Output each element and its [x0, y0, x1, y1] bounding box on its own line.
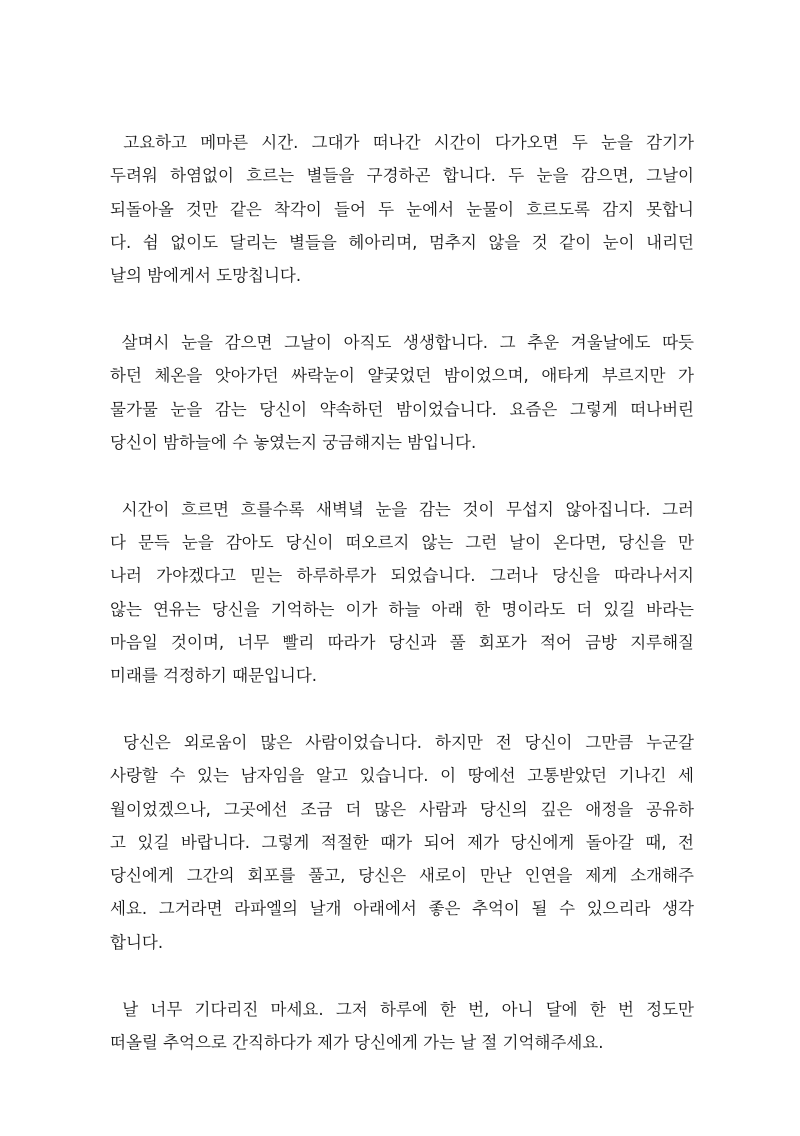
text-line: 마음일 것이며, 너무 빨리 따라가 당신과 풀 회포가 적어 금방 지루해질	[110, 632, 694, 652]
document-body	[110, 126, 694, 1093]
text-line: 되돌아올 것만 같은 착각이 들어 두 눈에서 눈물이 흐르도록 감지 못합니	[110, 199, 694, 219]
text-line: 날 너무 기다리진 마세요. 그저 하루에 한 번, 아니 달에 한 번 정도만	[110, 999, 694, 1019]
paragraph-2	[110, 326, 694, 459]
text-line: 떠올릴 추억으로 간직하다가 제가 당신에게 가는 날 절 기억해주세요.	[110, 1032, 604, 1052]
text-line: 미래를 걱정하기 때문입니다.	[110, 666, 318, 686]
text-line: 당신이 밤하늘에 수 놓였는지 궁금해지는 밤입니다.	[110, 432, 477, 452]
text-line: 합니다.	[110, 932, 164, 952]
paragraph-3	[110, 493, 694, 693]
text-line: 살며시 눈을 감으면 그날이 아직도 생생합니다. 그 추운 겨울날에도 따듯	[110, 332, 694, 352]
text-line: 물가물 눈을 감는 당신이 약속하던 밤이었습니다. 요즘은 그렇게 떠나버린	[110, 399, 694, 419]
text-line: 월이었겠으나, 그곳에선 조금 더 많은 사람과 당신의 깊은 애정을 공유하	[110, 799, 694, 819]
text-line: 당신에게 그간의 회포를 풀고, 당신은 새로이 만난 인연을 제게 소개해주	[110, 866, 694, 886]
text-line: 다. 쉼 없이도 달리는 별들을 헤아리며, 멈추지 않을 것 같이 눈이 내리던	[110, 232, 694, 252]
text-line: 시간이 흐르면 흐를수록 새벽녘 눈을 감는 것이 무섭지 않아집니다. 그러	[110, 499, 694, 519]
text-line: 않는 연유는 당신을 기억하는 이가 하늘 아래 한 명이라도 더 있길 바라는	[110, 599, 694, 619]
text-line: 당신은 외로움이 많은 사람이었습니다. 하지만 전 당신이 그만큼 누군갈	[110, 732, 694, 752]
text-line: 다 문득 눈을 감아도 당신이 떠오르지 않는 그런 날이 온다면, 당신을 만	[110, 532, 694, 552]
paragraph-1	[110, 126, 694, 292]
text-line: 나러 가야겠다고 믿는 하루하루가 되었습니다. 그러나 당신을 따라나서지	[110, 566, 694, 586]
paragraph-5	[110, 993, 694, 1060]
text-line: 날의 밤에게서 도망칩니다.	[110, 266, 302, 286]
text-line: 고요하고 메마른 시간. 그대가 떠나간 시간이 다가오면 두 눈을 감기가	[110, 133, 694, 152]
text-line: 고 있길 바랍니다. 그렇게 적절한 때가 되어 제가 당신에게 돌아갈 때, 전	[110, 832, 694, 852]
text-line: 두려워 하염없이 흐르는 별들을 구경하곤 합니다. 두 눈을 감으면, 그날이	[110, 166, 694, 186]
paragraph-4	[110, 726, 694, 959]
text-line: 세요. 그거라면 라파엘의 날개 아래에서 좋은 추억이 될 수 있으리라 생각	[110, 899, 694, 919]
text-line: 하던 체온을 앗아가던 싸락눈이 얄궂었던 밤이었으며, 애타게 부르지만 가	[110, 366, 694, 386]
text-line: 사랑할 수 있는 남자임을 알고 있습니다. 이 땅에선 고통받았던 기나긴 세	[110, 766, 694, 786]
